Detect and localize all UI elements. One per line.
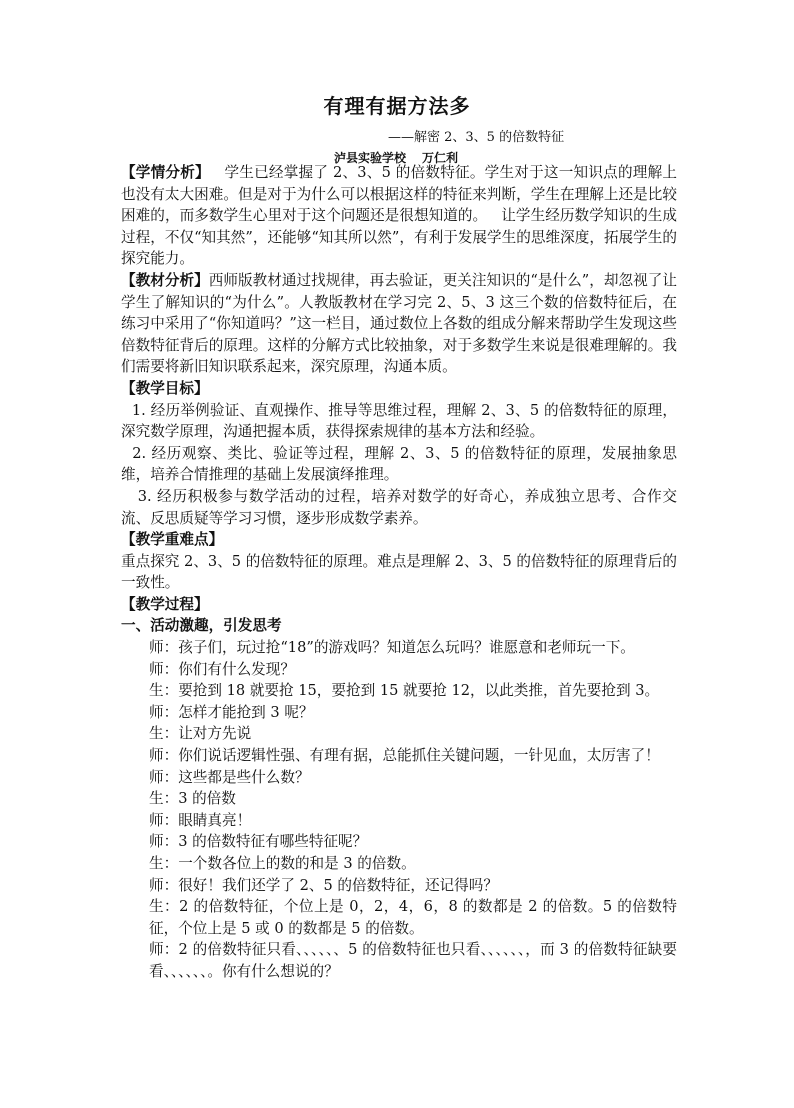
learning-analysis-paragraph xyxy=(121,162,677,270)
dialog-line: 生：3 的倍数 xyxy=(149,790,236,808)
dialog-line: 师：你们说话逻辑性强、有理有据，总能抓住关键问题，一针见血，太厉害了！ xyxy=(149,747,660,765)
textbook-analysis-heading: 【教材分析】 xyxy=(121,271,209,289)
dialog-line: 师：2 的倍数特征只看、、、、、、5 的倍数特征也只看、、、、、、，而 3 的倍数特征缺要看、、、、、、。你有什么想说的？ xyxy=(149,941,677,980)
document-title: 有理有据方法多 xyxy=(323,94,471,118)
dialog-line: 师：孩子们，玩过抢“18”的游戏吗？知道怎么玩吗？谁愿意和老师玩一下。 xyxy=(149,639,635,657)
author-school: 泸县实验学校 xyxy=(334,151,407,165)
dialog-line: 生：2 的倍数特征，个位上是 0，2，4，6，8 的数都是 2 的倍数。5 的倍数特征，个位上是 5 或 0 的数都是 5 的倍数。 xyxy=(149,898,677,937)
document-subtitle: ——解密 2、3、5 的倍数特征 xyxy=(388,130,565,145)
key-points-text: 重点探究 2、3、5 的倍数特征的原理。难点是理解 2、3、5 的倍数特征的原理背后的一致性。 xyxy=(121,552,677,592)
learning-analysis-text: 学生已经掌握了 2、3、5 的倍数特征。学生对于这一知识点的理解上也没有太大困难。但是对于为什么可以根据这样的特征来判断，学生在理解上还是比较困难的，而多数学生心里对于这个问题还是很想知道的。 让学生经历数学知识的生成过程，不仅“知其然”，还能够“知其所以然”，有利于发展学生的思维深度，拓展学生的探究能力。 xyxy=(121,164,677,268)
dialog-line: 生：让对方先说 xyxy=(149,725,252,743)
goal-item-1: 1. 经历举例验证、直观操作、推导等思维过程，理解 2、3、5 的倍数特征的原理，深究数学原理，沟通把握本质，获得探索规律的基本方法和经验。 xyxy=(121,401,678,441)
dialog-line: 师：很好！我们还学了 2、5 的倍数特征，还记得吗？ xyxy=(149,876,498,894)
dialog-line: 师：你们有什么发现？ xyxy=(149,660,295,678)
dialog-line: 师：这些都是些什么数？ xyxy=(149,768,310,786)
dialog-line: 师：眼睛真亮！ xyxy=(149,811,252,829)
author-name: 万仁利 xyxy=(422,151,459,165)
document-body xyxy=(121,162,677,983)
learning-analysis-heading: 【学情分析】 xyxy=(121,164,210,181)
dialog-line: 师：怎样才能抢到 3 呢？ xyxy=(149,703,314,721)
dialog-line: 生：一个数各位上的数的和是 3 的倍数。 xyxy=(149,855,416,872)
goals-heading: 【教学目标】 xyxy=(121,379,209,397)
dialog-line: 师：3 的倍数特征有哪些特征呢？ xyxy=(149,833,368,851)
goal-item-2: 2. 经历观察、类比、验证等过程，理解 2、3、5 的倍数特征的原理，发展抽象思维，培养合情推理的基础上发展演绎推理。 xyxy=(121,444,678,484)
process-heading: 【教学过程】 xyxy=(121,595,209,613)
key-points-heading: 【教学重难点】 xyxy=(121,531,224,549)
textbook-analysis-text: 西师版教材通过找规律，再去验证，更关注知识的“是什么”，却忽视了让学生了解知识的“为什么”。人教版教材在学习完 2、5、3 这三个数的倍数特征后，在练习中采用了“你知道吗？”这一栏目，通过数位上各数的组成分解来帮助学生发现这些倍数特征背后的原理。这样的分解方式比较抽象，对于多数学生来说是很难理解的。我们需要将新旧知识联系起来，深究原理，沟通本质。 xyxy=(121,271,677,376)
process-part1-title: 一、活动激趣，引发思考 xyxy=(121,617,282,635)
dialog-line: 生：要抢到 18 就要抢 15，要抢到 15 就要抢 12，以此类推，首先要抢到 3。 xyxy=(149,682,660,700)
goal-item-3: 3. 经历积极参与数学活动的过程，培养对数学的好奇心，养成独立思考、合作交流、反思质疑等学习习惯，逐步形成数学素养。 xyxy=(121,487,677,527)
textbook-analysis-paragraph xyxy=(121,270,677,378)
